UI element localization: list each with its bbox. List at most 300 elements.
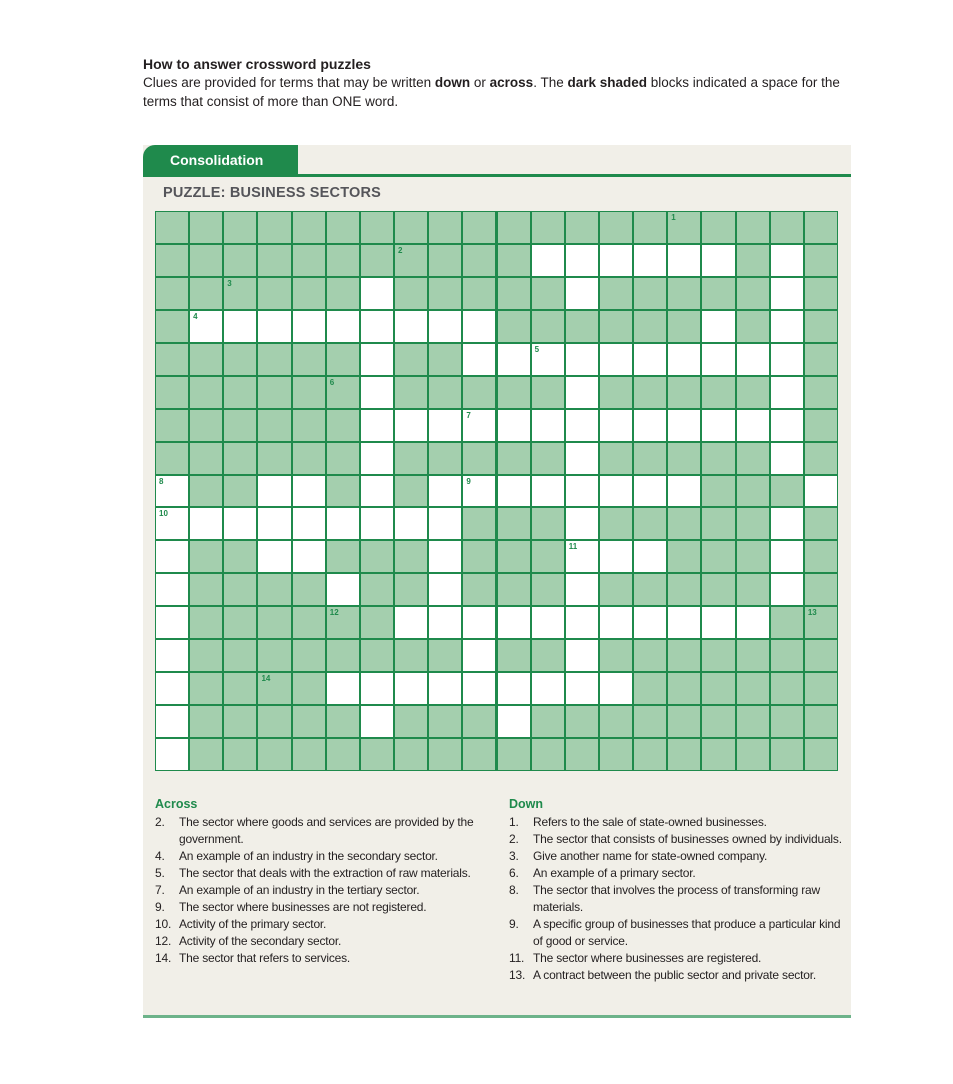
- shaded-cell: [428, 277, 462, 310]
- shaded-cell: [667, 738, 701, 771]
- clue-item: [155, 950, 500, 967]
- clue-item-number: 8.: [509, 883, 519, 897]
- shaded-cell: [257, 606, 291, 639]
- clue-item: [509, 831, 844, 848]
- shaded-cell: [497, 540, 531, 573]
- shaded-cell: [599, 310, 633, 343]
- shaded-cell: [497, 277, 531, 310]
- answer-cell[interactable]: [667, 409, 701, 442]
- answer-cell[interactable]: [394, 507, 428, 540]
- answer-cell[interactable]: [497, 475, 531, 508]
- answer-cell[interactable]: [155, 672, 189, 705]
- shaded-cell: [155, 343, 189, 376]
- shaded-cell: [292, 244, 326, 277]
- shaded-cell: [633, 211, 667, 244]
- shaded-cell: [394, 475, 428, 508]
- answer-cell[interactable]: [633, 475, 667, 508]
- answer-cell[interactable]: [257, 507, 291, 540]
- shaded-cell: [565, 705, 599, 738]
- answer-cell[interactable]: [531, 672, 565, 705]
- answer-cell[interactable]: [155, 606, 189, 639]
- answer-cell[interactable]: [360, 475, 394, 508]
- shaded-cell: [360, 244, 394, 277]
- clue-item: [509, 950, 844, 967]
- answer-cell[interactable]: [360, 705, 394, 738]
- answer-cell[interactable]: [360, 409, 394, 442]
- answer-cell[interactable]: [394, 672, 428, 705]
- shaded-cell: [804, 705, 838, 738]
- answer-cell[interactable]: [770, 376, 804, 409]
- answer-cell[interactable]: [531, 475, 565, 508]
- answer-cell[interactable]: [667, 343, 701, 376]
- shaded-cell: [326, 442, 360, 475]
- answer-cell[interactable]: [360, 277, 394, 310]
- clue-item-text: The sector where goods and services are provided by the government.: [179, 815, 474, 846]
- shaded-cell: [394, 343, 428, 376]
- shaded-cell: [189, 705, 223, 738]
- shaded-cell: [223, 409, 257, 442]
- shaded-cell: [189, 244, 223, 277]
- answer-cell[interactable]: [462, 606, 496, 639]
- shaded-cell: [292, 409, 326, 442]
- shaded-cell: [257, 573, 291, 606]
- clue-item-text: An example of an industry in the tertiary sector.: [179, 883, 420, 897]
- answer-cell[interactable]: [428, 507, 462, 540]
- answer-cell[interactable]: [428, 606, 462, 639]
- instructions-bold-dark-shaded: dark shaded: [567, 75, 647, 90]
- answer-cell[interactable]: [599, 409, 633, 442]
- shaded-cell: [599, 639, 633, 672]
- shaded-cell: [599, 211, 633, 244]
- answer-cell[interactable]: [565, 573, 599, 606]
- answer-cell[interactable]: [633, 540, 667, 573]
- answer-cell[interactable]: [462, 310, 496, 343]
- instructions-title: How to answer crossword puzzles: [143, 56, 371, 72]
- shaded-cell: [223, 343, 257, 376]
- shaded-cell: [599, 705, 633, 738]
- shaded-cell: [667, 507, 701, 540]
- answer-cell[interactable]: [223, 310, 257, 343]
- answer-cell[interactable]: [565, 639, 599, 672]
- answer-cell[interactable]: [804, 475, 838, 508]
- answer-cell[interactable]: [701, 409, 735, 442]
- answer-cell[interactable]: [770, 442, 804, 475]
- shaded-cell: [223, 211, 257, 244]
- shaded-cell: [804, 606, 838, 639]
- answer-cell[interactable]: [770, 409, 804, 442]
- shaded-cell: [189, 738, 223, 771]
- answer-cell[interactable]: [701, 606, 735, 639]
- shaded-cell: [497, 738, 531, 771]
- shaded-cell: [599, 573, 633, 606]
- answer-cell[interactable]: [633, 409, 667, 442]
- shaded-cell: [531, 705, 565, 738]
- clue-item-text: The sector that consists of businesses owned by individuals.: [533, 832, 842, 846]
- clue-item: [155, 865, 500, 882]
- shaded-cell: [497, 507, 531, 540]
- shaded-cell: [292, 606, 326, 639]
- answer-cell[interactable]: [155, 705, 189, 738]
- shaded-cell: [155, 442, 189, 475]
- clue-item: [509, 848, 844, 865]
- answer-cell[interactable]: [428, 672, 462, 705]
- clue-item: [155, 814, 500, 848]
- shaded-cell: [667, 540, 701, 573]
- shaded-cell: [257, 211, 291, 244]
- shaded-cell: [599, 738, 633, 771]
- clue-number: 14: [261, 674, 271, 684]
- answer-cell[interactable]: [633, 244, 667, 277]
- answer-cell[interactable]: [360, 507, 394, 540]
- answer-cell[interactable]: [565, 672, 599, 705]
- shaded-cell: [326, 639, 360, 672]
- answer-cell[interactable]: [770, 507, 804, 540]
- shaded-cell: [257, 409, 291, 442]
- answer-cell[interactable]: [770, 343, 804, 376]
- clue-number: 7: [466, 410, 471, 420]
- shaded-cell: [531, 211, 565, 244]
- shaded-cell: [462, 573, 496, 606]
- clue-item: [509, 865, 844, 882]
- shaded-cell: [223, 475, 257, 508]
- clue-item-text: The sector that involves the process of transforming raw materials.: [533, 883, 820, 914]
- clue-item: [155, 899, 500, 916]
- shaded-cell: [360, 211, 394, 244]
- shaded-cell: [770, 738, 804, 771]
- answer-cell[interactable]: [565, 244, 599, 277]
- clue-item-number: 2.: [155, 815, 165, 829]
- shaded-cell: [804, 244, 838, 277]
- shaded-cell: [189, 540, 223, 573]
- shaded-cell: [736, 244, 770, 277]
- clue-item-number: 1.: [509, 815, 519, 829]
- shaded-cell: [633, 310, 667, 343]
- shaded-cell: [736, 573, 770, 606]
- clue-item: [155, 848, 500, 865]
- answer-cell[interactable]: [667, 244, 701, 277]
- answer-cell[interactable]: [633, 343, 667, 376]
- instructions: [143, 55, 843, 111]
- shaded-cell: [701, 475, 735, 508]
- instructions-bold-down: down: [434, 75, 471, 90]
- panel-bottom-rule: [143, 1015, 851, 1018]
- section-tab: Consolidation: [143, 145, 298, 175]
- shaded-cell: [667, 277, 701, 310]
- shaded-cell: [326, 244, 360, 277]
- answer-cell[interactable]: [292, 507, 326, 540]
- answer-cell[interactable]: [770, 244, 804, 277]
- answer-cell[interactable]: [667, 606, 701, 639]
- shaded-cell: [701, 738, 735, 771]
- answer-cell[interactable]: [360, 310, 394, 343]
- clue-item-number: 5.: [155, 866, 165, 880]
- answer-cell[interactable]: [599, 343, 633, 376]
- answer-cell[interactable]: [292, 310, 326, 343]
- answer-cell[interactable]: [565, 475, 599, 508]
- clue-item-number: 14.: [155, 951, 172, 965]
- shaded-cell: [428, 211, 462, 244]
- clue-number: 5: [534, 344, 540, 354]
- shaded-cell: [394, 540, 428, 573]
- shaded-cell: [428, 244, 462, 277]
- shaded-cell: [633, 442, 667, 475]
- shaded-cell: [155, 310, 189, 343]
- shaded-cell: [223, 244, 257, 277]
- shaded-cell: [633, 705, 667, 738]
- instructions-text-part: Clues are provided for terms that may be written: [143, 75, 435, 90]
- instructions-text-part: or: [470, 75, 490, 90]
- shaded-cell: [394, 705, 428, 738]
- shaded-cell: [292, 343, 326, 376]
- answer-cell[interactable]: [326, 310, 360, 343]
- shaded-cell: [497, 639, 531, 672]
- answer-cell[interactable]: [497, 343, 531, 376]
- shaded-cell: [326, 409, 360, 442]
- answer-cell[interactable]: [565, 343, 599, 376]
- answer-cell[interactable]: [326, 573, 360, 606]
- shaded-cell: [326, 376, 360, 409]
- answer-cell[interactable]: [462, 409, 496, 442]
- answer-cell[interactable]: [770, 310, 804, 343]
- shaded-cell: [497, 442, 531, 475]
- shaded-cell: [257, 639, 291, 672]
- shaded-cell: [804, 376, 838, 409]
- clue-number: 9: [466, 476, 471, 486]
- answer-cell[interactable]: [155, 540, 189, 573]
- answer-cell[interactable]: [701, 244, 735, 277]
- shaded-cell: [736, 738, 770, 771]
- answer-cell[interactable]: [531, 244, 565, 277]
- clue-item-number: 12.: [155, 934, 172, 948]
- clue-item: [509, 916, 844, 950]
- answer-cell[interactable]: [565, 540, 599, 573]
- shaded-cell: [189, 606, 223, 639]
- answer-cell[interactable]: [428, 540, 462, 573]
- instructions-text-part: . The: [533, 75, 568, 90]
- answer-cell[interactable]: [701, 310, 735, 343]
- answer-cell[interactable]: [360, 343, 394, 376]
- shaded-cell: [770, 211, 804, 244]
- answer-cell[interactable]: [326, 672, 360, 705]
- answer-cell[interactable]: [360, 376, 394, 409]
- answer-cell[interactable]: [565, 442, 599, 475]
- shaded-cell: [770, 475, 804, 508]
- shaded-cell: [292, 376, 326, 409]
- shaded-cell: [292, 738, 326, 771]
- shaded-cell: [497, 376, 531, 409]
- answer-cell[interactable]: [155, 573, 189, 606]
- shaded-cell: [804, 573, 838, 606]
- answer-cell[interactable]: [633, 606, 667, 639]
- clue-item-number: 2.: [509, 832, 519, 846]
- answer-cell[interactable]: [497, 705, 531, 738]
- answer-cell[interactable]: [155, 507, 189, 540]
- shaded-cell: [326, 211, 360, 244]
- shaded-cell: [292, 705, 326, 738]
- shaded-cell: [428, 376, 462, 409]
- answer-cell[interactable]: [155, 738, 189, 771]
- shaded-cell: [633, 376, 667, 409]
- shaded-cell: [701, 277, 735, 310]
- shaded-cell: [736, 507, 770, 540]
- shaded-cell: [394, 573, 428, 606]
- answer-cell[interactable]: [770, 540, 804, 573]
- shaded-cell: [394, 211, 428, 244]
- answer-cell[interactable]: [292, 540, 326, 573]
- clue-item: [155, 882, 500, 899]
- shaded-cell: [565, 738, 599, 771]
- shaded-cell: [736, 639, 770, 672]
- clue-item-number: 10.: [155, 917, 172, 931]
- shaded-cell: [497, 244, 531, 277]
- shaded-cell: [462, 244, 496, 277]
- answer-cell[interactable]: [599, 475, 633, 508]
- answer-cell[interactable]: [497, 672, 531, 705]
- answer-cell[interactable]: [736, 343, 770, 376]
- shaded-cell: [667, 639, 701, 672]
- clue-number: 8: [159, 476, 164, 486]
- answer-cell[interactable]: [736, 409, 770, 442]
- answer-cell[interactable]: [257, 540, 291, 573]
- shaded-cell: [736, 376, 770, 409]
- shaded-cell: [360, 540, 394, 573]
- answer-cell[interactable]: [565, 376, 599, 409]
- answer-cell[interactable]: [394, 409, 428, 442]
- answer-cell[interactable]: [497, 606, 531, 639]
- clue-number: 11: [568, 542, 578, 552]
- shaded-cell: [736, 475, 770, 508]
- shaded-cell: [804, 409, 838, 442]
- shaded-cell: [394, 442, 428, 475]
- answer-cell[interactable]: [462, 475, 496, 508]
- shaded-cell: [155, 409, 189, 442]
- answer-cell[interactable]: [462, 343, 496, 376]
- clue-item-text: An example of an industry in the secondary sector.: [179, 849, 438, 863]
- shaded-cell: [394, 738, 428, 771]
- answer-cell[interactable]: [189, 310, 223, 343]
- answer-cell[interactable]: [223, 507, 257, 540]
- answer-cell[interactable]: [736, 606, 770, 639]
- answer-cell[interactable]: [428, 573, 462, 606]
- answer-cell[interactable]: [257, 310, 291, 343]
- shaded-cell: [599, 442, 633, 475]
- shaded-cell: [428, 705, 462, 738]
- shaded-cell: [326, 606, 360, 639]
- answer-cell[interactable]: [770, 277, 804, 310]
- answer-cell[interactable]: [428, 475, 462, 508]
- shaded-cell: [804, 738, 838, 771]
- across-clues: [155, 797, 500, 967]
- answer-cell[interactable]: [531, 606, 565, 639]
- shaded-cell: [804, 277, 838, 310]
- clue-item-text: The sector where businesses are not registered.: [179, 900, 427, 914]
- answer-cell[interactable]: [462, 672, 496, 705]
- shaded-cell: [223, 639, 257, 672]
- shaded-cell: [155, 376, 189, 409]
- answer-cell[interactable]: [360, 442, 394, 475]
- shaded-cell: [394, 639, 428, 672]
- answer-cell[interactable]: [667, 475, 701, 508]
- clue-item-number: 4.: [155, 849, 165, 863]
- answer-cell[interactable]: [497, 409, 531, 442]
- answer-cell[interactable]: [531, 409, 565, 442]
- shaded-cell: [257, 672, 291, 705]
- shaded-cell: [189, 343, 223, 376]
- answer-cell[interactable]: [565, 507, 599, 540]
- answer-cell[interactable]: [326, 507, 360, 540]
- answer-cell[interactable]: [701, 343, 735, 376]
- answer-cell[interactable]: [394, 606, 428, 639]
- shaded-cell: [257, 442, 291, 475]
- answer-cell[interactable]: [599, 606, 633, 639]
- answer-cell[interactable]: [599, 540, 633, 573]
- clue-item: [509, 814, 844, 831]
- answer-cell[interactable]: [292, 475, 326, 508]
- shaded-cell: [155, 244, 189, 277]
- shaded-cell: [736, 277, 770, 310]
- shaded-cell: [497, 310, 531, 343]
- answer-cell[interactable]: [360, 672, 394, 705]
- answer-cell[interactable]: [428, 310, 462, 343]
- shaded-cell: [633, 573, 667, 606]
- answer-cell[interactable]: [565, 606, 599, 639]
- clue-item-number: 9.: [155, 900, 165, 914]
- shaded-cell: [599, 277, 633, 310]
- shaded-cell: [770, 672, 804, 705]
- clue-item-number: 6.: [509, 866, 519, 880]
- shaded-cell: [736, 672, 770, 705]
- shaded-cell: [804, 672, 838, 705]
- crossword-grid: [155, 211, 838, 771]
- shaded-cell: [155, 277, 189, 310]
- shaded-cell: [633, 639, 667, 672]
- shaded-cell: [326, 277, 360, 310]
- answer-cell[interactable]: [531, 343, 565, 376]
- shaded-cell: [223, 540, 257, 573]
- clue-item-text: The sector that refers to services.: [179, 951, 351, 965]
- answer-cell[interactable]: [428, 409, 462, 442]
- shaded-cell: [701, 442, 735, 475]
- shaded-cell: [497, 211, 531, 244]
- answer-cell[interactable]: [462, 639, 496, 672]
- answer-cell[interactable]: [770, 573, 804, 606]
- answer-cell[interactable]: [565, 277, 599, 310]
- shaded-cell: [326, 738, 360, 771]
- answer-cell[interactable]: [394, 310, 428, 343]
- shaded-cell: [462, 540, 496, 573]
- shaded-cell: [462, 442, 496, 475]
- shaded-cell: [155, 211, 189, 244]
- shaded-cell: [667, 705, 701, 738]
- answer-cell[interactable]: [155, 639, 189, 672]
- answer-cell[interactable]: [155, 475, 189, 508]
- shaded-cell: [701, 507, 735, 540]
- clue-number: 13: [807, 608, 817, 618]
- answer-cell[interactable]: [189, 507, 223, 540]
- answer-cell[interactable]: [599, 244, 633, 277]
- shaded-cell: [428, 738, 462, 771]
- clue-item-text: The sector where businesses are registered.: [533, 951, 762, 965]
- shaded-cell: [701, 376, 735, 409]
- answer-cell[interactable]: [257, 475, 291, 508]
- answer-cell[interactable]: [565, 409, 599, 442]
- shaded-cell: [223, 376, 257, 409]
- clue-item-text: A contract between the public sector and private sector.: [533, 968, 816, 982]
- shaded-cell: [189, 376, 223, 409]
- shaded-cell: [531, 507, 565, 540]
- answer-cell[interactable]: [599, 672, 633, 705]
- shaded-cell: [292, 277, 326, 310]
